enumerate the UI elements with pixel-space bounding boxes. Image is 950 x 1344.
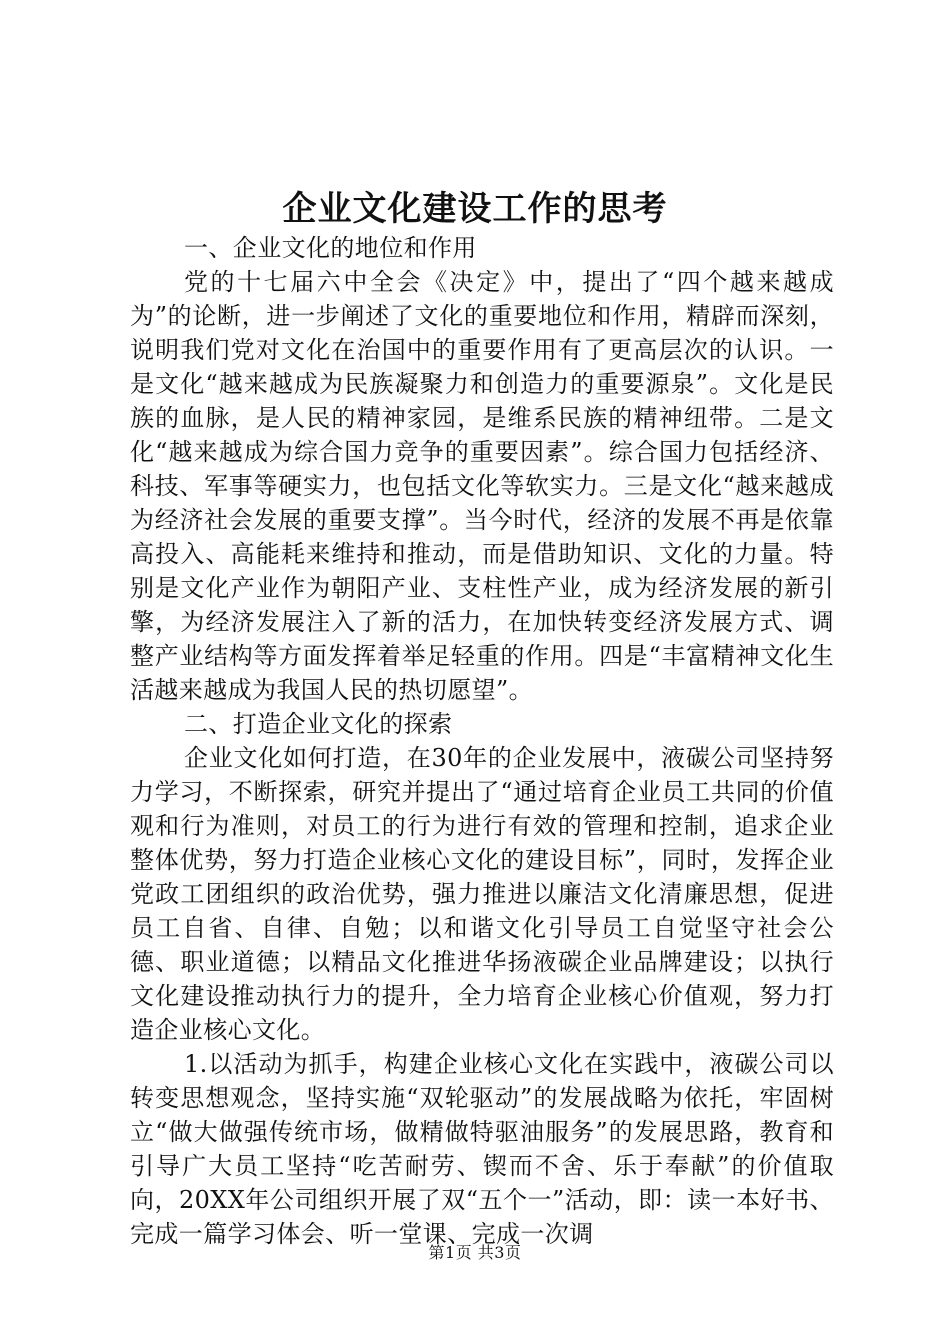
document-body xyxy=(130,231,834,1251)
body-paragraph-1: 党的十七届六中全会《决定》中，提出了“四个越来越成为”的论断，进一步阐述了文化的重要地位和作用，精辟而深刻，说明我们党对文化在治国中的重要作用有了更高层次的认识。一是文化“越来越成为民族凝聚力和创造力的重要源泉”。文化是民族的血脉，是人民的精神家园，是维系民族的精神纽带。二是文化“越来越成为综合国力竞争的重要因素”。综合国力包括经济、科技、军事等硬实力，也包括文化等软实力。三是文化“越来越成为经济社会发展的重要支撑”。当今时代，经济的发展不再是依靠高投入、高能耗来维持和推动，而是借助知识、文化的力量。特别是文化产业作为朝阳产业、支柱性产业，成为经济发展的新引擎，为经济发展注入了新的活力，在加快转变经济发展方式、调整产业结构等方面发挥着举足轻重的作用。四是“丰富精神文化生活越来越成为我国人民的热切愿望”。 xyxy=(130,268,834,704)
body-paragraph-3: 1.以活动为抓手，构建企业核心文化在实践中，液碳公司以转变思想观念，坚持实施“双轮驱动”的发展战略为依托，牢固树立“做大做强传统市场，做精做特驱油服务”的发展思路，教育和引导广大员工坚持“吃苦耐劳、锲而不舍、乐于奉献”的价值取向，20XX年公司组织开展了双“五个一”活动，即：读一本好书、完成一篇学习体会、听一堂课、完成一次调 xyxy=(130,1050,834,1248)
section-heading-1: 一、企业文化的地位和作用 xyxy=(184,234,477,262)
page-footer: 第1页 共3页 xyxy=(428,1243,522,1262)
body-paragraph-2: 企业文化如何打造，在30年的企业发展中，液碳公司坚持努力学习，不断探索，研究并提出了“通过培育企业员工共同的价值观和行为准则，对员工的行为进行有效的管理和控制，追求企业整体优势，努力打造企业核心文化的建设目标”，同时，发挥企业党政工团组织的政治优势，强力推进以廉洁文化清廉思想，促进员工自省、自律、自勉；以和谐文化引导员工自觉坚守社会公德、职业道德；以精品文化推进华扬液碳企业品牌建设；以执行文化建设推动执行力的提升，全力培育企业核心价值观，努力打造企业核心文化。 xyxy=(130,744,834,1044)
section-heading-2: 二、打造企业文化的探索 xyxy=(184,710,453,738)
document-title: 企业文化建设工作的思考 xyxy=(282,189,668,229)
